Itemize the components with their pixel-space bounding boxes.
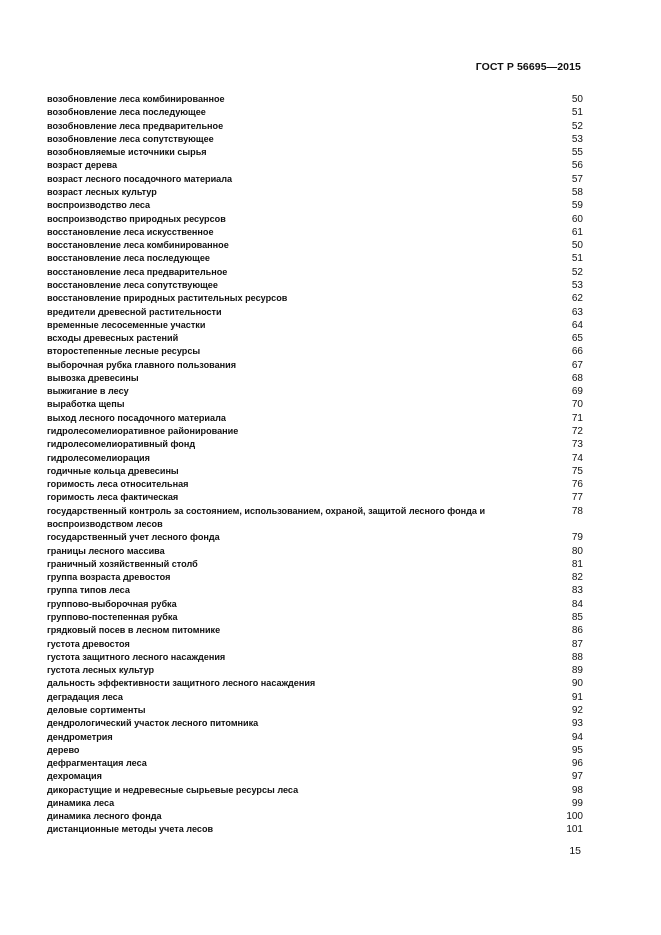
index-term: восстановление леса комбинированное — [47, 240, 229, 251]
index-entry — [47, 704, 583, 717]
index-term-number: 69 — [571, 386, 583, 398]
index-entry — [47, 345, 583, 358]
index-term: восстановление леса предварительное — [47, 266, 228, 277]
index-term: всходы древесных растений — [47, 333, 179, 344]
index-entry — [47, 319, 583, 332]
index-entry — [47, 784, 583, 797]
index-term: гидролесомелиоративный фонд — [47, 439, 196, 450]
index-term: дистанционные методы учета лесов — [47, 824, 214, 835]
index-entry — [47, 306, 583, 319]
index-entry — [47, 744, 583, 757]
index-entry — [47, 239, 583, 252]
index-entry — [47, 438, 583, 451]
index-term: дерево — [47, 744, 80, 755]
term-index — [47, 93, 583, 837]
index-entry — [47, 571, 583, 584]
index-entry — [47, 372, 583, 385]
index-term: густота лесных культур — [47, 665, 155, 676]
index-term: группово-выборочная рубка — [47, 598, 177, 609]
index-term: границы лесного массива — [47, 545, 165, 556]
index-term-number: 97 — [571, 771, 583, 783]
index-entry — [47, 677, 583, 690]
index-term: возобновляемые источники сырья — [47, 147, 207, 158]
index-term-number: 55 — [571, 147, 583, 159]
index-term-number: 98 — [571, 784, 583, 796]
index-term: густота древостоя — [47, 638, 130, 649]
index-entry — [47, 757, 583, 770]
index-entry — [47, 691, 583, 704]
index-entry — [47, 120, 583, 133]
index-term-number: 101 — [566, 824, 583, 836]
index-entry — [47, 598, 583, 611]
index-term-number: 88 — [571, 651, 583, 663]
page-number: 15 — [569, 845, 581, 857]
index-term: группа типов леса — [47, 585, 130, 596]
index-term-number: 74 — [571, 452, 583, 464]
index-term: государственный учет лесного фонда — [47, 532, 220, 543]
index-term-number: 52 — [571, 266, 583, 278]
index-term-number: 60 — [571, 213, 583, 225]
index-term-number: 73 — [571, 439, 583, 451]
index-term: деградация леса — [47, 691, 123, 702]
document-header: ГОСТ Р 56695—2015 — [475, 61, 581, 73]
index-entry — [47, 133, 583, 146]
index-entry — [47, 292, 583, 305]
index-term-number: 90 — [571, 678, 583, 690]
index-entry — [47, 425, 583, 438]
index-term-number: 50 — [571, 240, 583, 252]
index-entry — [47, 186, 583, 199]
index-term-number: 65 — [571, 333, 583, 345]
index-entry — [47, 226, 583, 239]
index-term: выход лесного посадочного материала — [47, 412, 226, 423]
index-term-number: 83 — [571, 585, 583, 597]
index-term: гидролесомелиорация — [47, 452, 150, 463]
index-term: горимость леса относительная — [47, 479, 189, 490]
index-term-number: 79 — [571, 532, 583, 544]
index-term: воспроизводство леса — [47, 200, 151, 211]
index-term: выжигание в лесу — [47, 386, 129, 397]
index-term-number: 56 — [571, 160, 583, 172]
index-term-number: 89 — [571, 665, 583, 677]
index-term: деловые сортименты — [47, 704, 146, 715]
index-term: возраст лесных культур — [47, 186, 157, 197]
index-term-number: 87 — [571, 638, 583, 650]
index-term: дикорастущие и недревесные сырьевые ресурсы леса — [47, 784, 299, 795]
index-term-number: 95 — [571, 744, 583, 756]
index-entry — [47, 491, 583, 504]
index-term-number: 50 — [571, 94, 583, 105]
index-term-number: 53 — [571, 133, 583, 145]
index-entry — [47, 213, 583, 226]
index-entry — [47, 545, 583, 558]
index-entry — [47, 823, 583, 836]
index-entry — [47, 93, 583, 106]
index-term: возраст лесного посадочного материала — [47, 173, 233, 184]
index-entry — [47, 797, 583, 810]
index-entry — [47, 584, 583, 597]
index-term: группово-постепенная рубка — [47, 611, 178, 622]
index-entry — [47, 717, 583, 730]
index-term-number: 75 — [571, 465, 583, 477]
index-term-number: 80 — [571, 545, 583, 557]
index-entry — [47, 199, 583, 212]
index-term: гидролесомелиоративное районирование — [47, 426, 239, 437]
index-entry — [47, 412, 583, 425]
index-term: восстановление леса искусственное — [47, 226, 214, 237]
index-entry — [47, 106, 583, 119]
index-entry — [47, 531, 583, 544]
index-entry — [47, 146, 583, 159]
index-term-number: 82 — [571, 572, 583, 584]
index-entry — [47, 332, 583, 345]
index-term: выработка щепы — [47, 399, 125, 410]
index-term-number: 77 — [571, 492, 583, 504]
index-term-number: 71 — [571, 412, 583, 424]
index-term-number: 86 — [571, 625, 583, 637]
index-term: динамика леса — [47, 797, 115, 808]
index-term-number: 51 — [571, 107, 583, 119]
index-entry — [47, 810, 583, 823]
index-term: динамика лесного фонда — [47, 811, 162, 822]
index-term-number: 51 — [571, 253, 583, 265]
index-entry — [47, 558, 583, 571]
index-term: горимость леса фактическая — [47, 492, 179, 503]
index-entry — [47, 651, 583, 664]
index-entry — [47, 159, 583, 172]
index-term: дендрометрия — [47, 731, 113, 742]
index-entry — [47, 611, 583, 624]
index-entry — [47, 505, 583, 532]
index-term-number: 62 — [571, 293, 583, 305]
index-term-number: 78 — [571, 505, 583, 517]
index-entry — [47, 478, 583, 491]
index-entry — [47, 359, 583, 372]
index-term: густота защитного лесного насаждения — [47, 651, 226, 662]
index-term: второстепенные лесные ресурсы — [47, 346, 201, 357]
index-term-number: 91 — [571, 691, 583, 703]
index-entry — [47, 279, 583, 292]
index-term: восстановление леса последующее — [47, 253, 210, 264]
index-entry — [47, 173, 583, 186]
index-term-number: 70 — [571, 399, 583, 411]
index-term-number: 57 — [571, 173, 583, 185]
index-term: вывозка древесины — [47, 372, 139, 383]
index-term-number: 63 — [571, 306, 583, 318]
index-term: восстановление леса сопутствующее — [47, 279, 218, 290]
index-term-number: 59 — [571, 200, 583, 212]
index-entry — [47, 252, 583, 265]
index-term-number: 53 — [571, 279, 583, 291]
index-term-number: 96 — [571, 758, 583, 770]
index-term-number: 99 — [571, 797, 583, 809]
index-term: возобновление леса комбинированное — [47, 94, 225, 104]
index-term-number: 72 — [571, 426, 583, 438]
index-entry — [47, 624, 583, 637]
index-entry — [47, 398, 583, 411]
index-term: дальность эффективности защитного лесного насаждения — [47, 678, 316, 689]
index-entry — [47, 770, 583, 783]
index-entry — [47, 385, 583, 398]
index-term-number: 85 — [571, 611, 583, 623]
index-term-number: 66 — [571, 346, 583, 358]
index-term-number: 100 — [566, 811, 583, 823]
index-term-number: 52 — [571, 120, 583, 132]
index-term: возобновление леса сопутствующее — [47, 133, 214, 144]
index-term: возраст дерева — [47, 160, 118, 171]
index-term: восстановление природных растительных ресурсов — [47, 293, 288, 304]
index-term: вредители древесной растительности — [47, 306, 222, 317]
index-term-number: 64 — [571, 319, 583, 331]
index-term: воспроизводство природных ресурсов — [47, 213, 226, 224]
index-term-number: 58 — [571, 186, 583, 198]
index-term-number: 92 — [571, 704, 583, 716]
index-entry — [47, 731, 583, 744]
index-term-number: 61 — [571, 226, 583, 238]
index-term: дехромация — [47, 771, 102, 782]
index-term: граничный хозяйственный столб — [47, 558, 198, 569]
index-entry — [47, 465, 583, 478]
index-term: дендрологический участок лесного питомника — [47, 718, 259, 729]
index-term: государственный контроль за состоянием, использованием, охраной, защитой лесного фонда и воспроизводством лесов — [47, 505, 486, 529]
index-term: дефрагментация леса — [47, 758, 147, 769]
index-term: выборочная рубка главного пользования — [47, 359, 237, 370]
index-term: временные лесосеменные участки — [47, 319, 206, 330]
index-term-number: 68 — [571, 372, 583, 384]
index-term: возобновление леса предварительное — [47, 120, 224, 131]
index-term-number: 76 — [571, 479, 583, 491]
index-entry — [47, 452, 583, 465]
index-term-number: 84 — [571, 598, 583, 610]
index-term-number: 93 — [571, 718, 583, 730]
index-term-number: 67 — [571, 359, 583, 371]
index-term: грядковый посев в лесном питомнике — [47, 625, 221, 636]
index-term: возобновление леса последующее — [47, 107, 206, 118]
index-term-number: 81 — [571, 558, 583, 570]
index-entry — [47, 664, 583, 677]
index-term-number: 94 — [571, 731, 583, 743]
index-term: годичные кольца древесины — [47, 465, 179, 476]
index-entry — [47, 638, 583, 651]
index-entry — [47, 266, 583, 279]
index-term: группа возраста древостоя — [47, 572, 171, 583]
